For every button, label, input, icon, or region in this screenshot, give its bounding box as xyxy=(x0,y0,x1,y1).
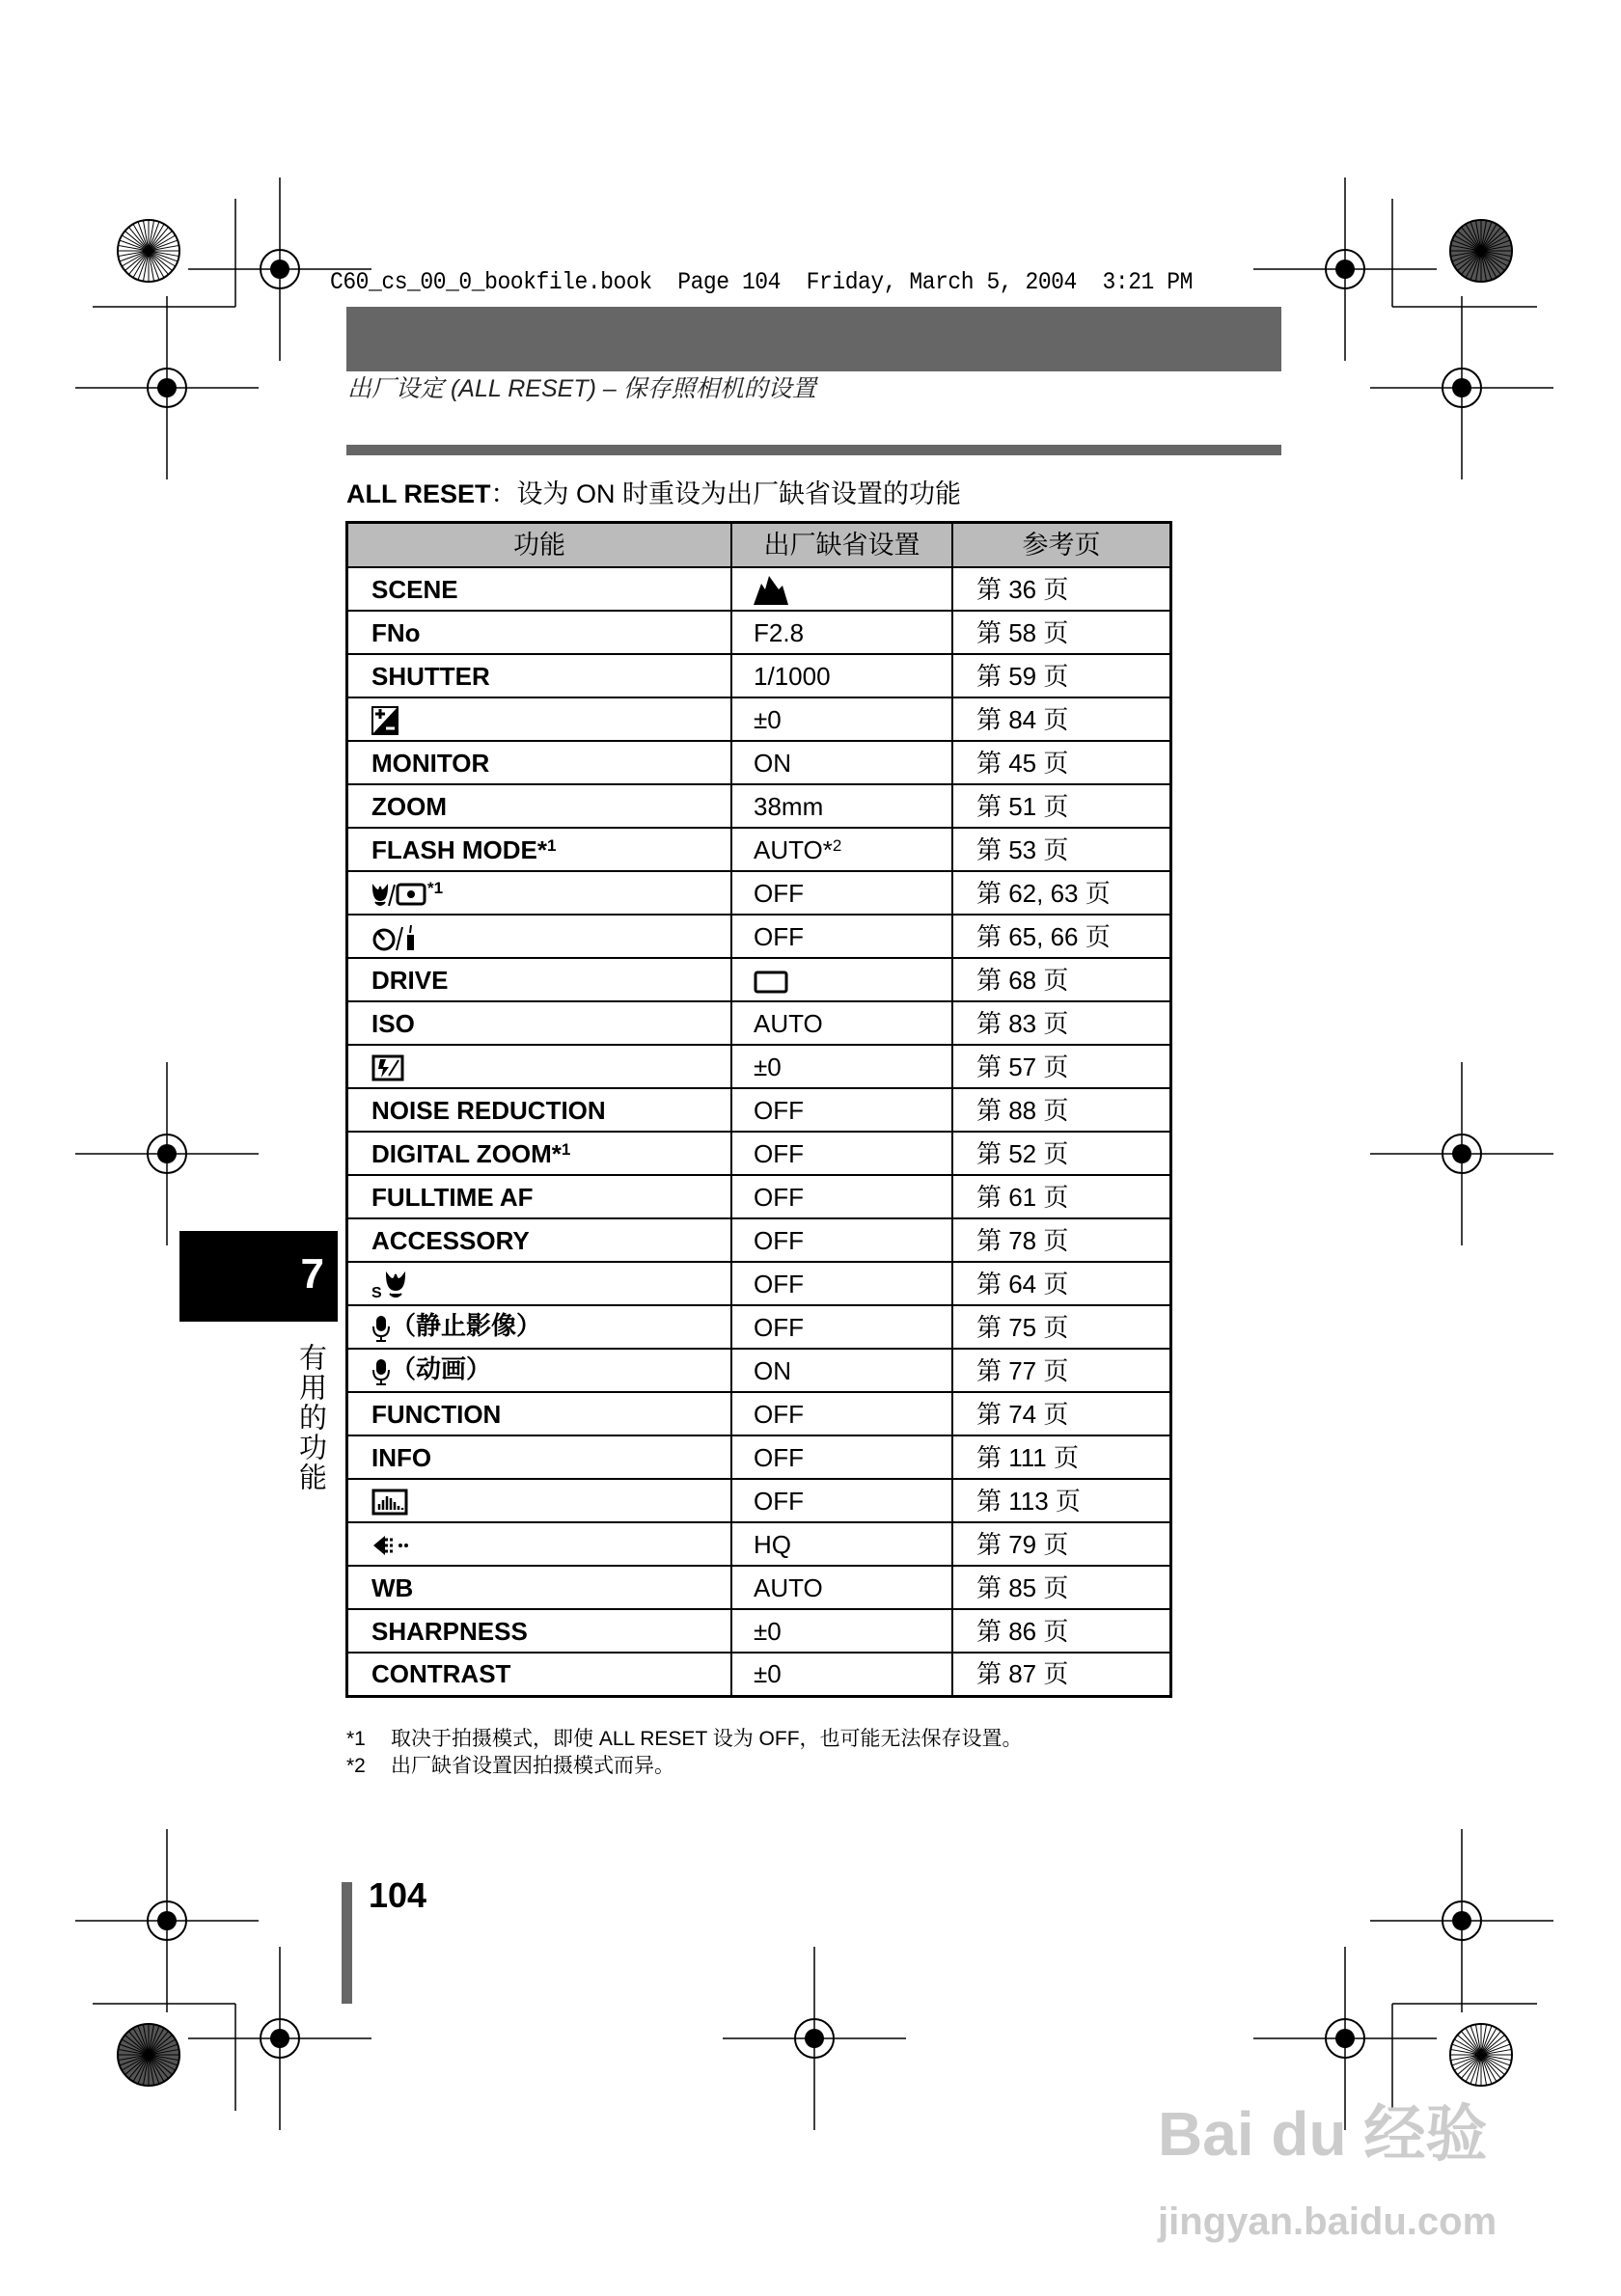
reference-page: 第 51 页 xyxy=(976,791,1069,821)
microphone-icon xyxy=(371,1314,391,1343)
reference-page-cell xyxy=(952,915,1171,958)
default-value: OFF xyxy=(754,1486,804,1516)
footnote-mark: *1 xyxy=(346,1728,366,1750)
reference-page: 第 45 页 xyxy=(976,748,1069,778)
table-row xyxy=(347,1218,1171,1262)
reference-page: 第 75 页 xyxy=(976,1312,1069,1342)
default-value-cell xyxy=(731,1392,952,1435)
function-label: SCENE xyxy=(371,574,458,604)
starburst-mark xyxy=(1450,220,1512,282)
reference-page: 第 62, 63 页 xyxy=(976,878,1111,908)
function-label: FULLTIME AF xyxy=(371,1182,534,1212)
reference-page-cell xyxy=(952,1132,1171,1175)
default-value-cell xyxy=(731,654,952,697)
default-value-cell xyxy=(731,828,952,871)
function-label: ACCESSORY xyxy=(371,1225,530,1255)
default-value: OFF xyxy=(754,1225,804,1255)
default-value-cell xyxy=(731,1435,952,1479)
reference-page-cell xyxy=(952,1088,1171,1132)
crosshair-mark xyxy=(75,1062,259,1245)
table-row xyxy=(347,697,1171,741)
default-value-cell xyxy=(731,697,952,741)
crosshair-mark xyxy=(1370,1062,1553,1245)
default-value: AUTO* xyxy=(754,834,833,864)
reference-page-cell xyxy=(952,1349,1171,1392)
reference-page-cell xyxy=(952,958,1171,1001)
table-row xyxy=(347,1349,1171,1392)
reference-page: 第 77 页 xyxy=(976,1355,1069,1385)
default-value-cell xyxy=(731,1088,952,1132)
image-quality-icon xyxy=(371,1532,410,1559)
crosshair-mark xyxy=(723,1947,906,2130)
reference-page: 第 52 页 xyxy=(976,1138,1069,1168)
function-cell xyxy=(347,1132,732,1175)
function-cell xyxy=(347,1262,732,1305)
default-value-cell xyxy=(731,1218,952,1262)
heading-rest: ：设为 ON 时重设为出厂缺省设置的功能 xyxy=(490,479,962,508)
footnote-ref: *1 xyxy=(427,878,444,897)
function-label: DRIVE xyxy=(371,965,449,995)
reference-page: 第 57 页 xyxy=(976,1052,1069,1081)
function-cell xyxy=(347,1045,732,1088)
reference-page-cell xyxy=(952,1566,1171,1609)
function-label: CONTRAST xyxy=(371,1659,511,1689)
table-row xyxy=(347,1305,1171,1349)
microphone-icon xyxy=(371,1357,391,1386)
function-cell xyxy=(347,1349,732,1392)
footnote-2 xyxy=(346,1754,674,1778)
table-row xyxy=(347,1609,1171,1653)
table-row xyxy=(347,915,1171,958)
table-row xyxy=(347,1566,1171,1609)
function-cell xyxy=(347,1175,732,1218)
col-header-default: 出厂缺省设置 xyxy=(731,523,952,568)
header-band xyxy=(346,307,1281,371)
table-row xyxy=(347,1522,1171,1566)
table-row xyxy=(347,784,1171,828)
reference-page-cell xyxy=(952,1609,1171,1653)
reference-page-cell xyxy=(952,1435,1171,1479)
function-cell xyxy=(347,1305,732,1349)
default-value: OFF xyxy=(754,1399,804,1429)
default-value: AUTO xyxy=(754,1008,823,1038)
reference-page-cell xyxy=(952,611,1171,654)
section-title: 出厂设定 (ALL RESET) – 保存照相机的设置 xyxy=(347,375,816,402)
reference-page: 第 79 页 xyxy=(976,1529,1069,1559)
default-value: ON xyxy=(754,748,791,778)
function-label: INFO xyxy=(371,1442,432,1472)
table-row xyxy=(347,1479,1171,1522)
reference-page: 第 64 页 xyxy=(976,1269,1069,1298)
function-label: DIGITAL ZOOM* xyxy=(371,1138,562,1168)
function-cell xyxy=(347,1566,732,1609)
selftimer-remote-icon xyxy=(371,923,420,952)
default-value-cell xyxy=(731,915,952,958)
table-row xyxy=(347,958,1171,1001)
footnote-ref: 1 xyxy=(561,1139,571,1159)
default-value: OFF xyxy=(754,878,804,908)
crosshair-mark xyxy=(1370,296,1553,479)
function-cell xyxy=(347,1479,732,1522)
reference-page: 第 113 页 xyxy=(976,1486,1081,1516)
landscape-icon xyxy=(754,576,788,605)
all-reset-table xyxy=(345,521,1172,1698)
footnote-ref: 1 xyxy=(547,835,557,855)
reference-page-cell xyxy=(952,828,1171,871)
default-value: ±0 xyxy=(754,1052,782,1081)
reference-page: 第 61 页 xyxy=(976,1182,1069,1212)
reference-page-cell xyxy=(952,1175,1171,1218)
footnote-text: 取决于拍摄模式，即使 ALL RESET 设为 OFF，也可能无法保存设置。 xyxy=(391,1728,1023,1750)
function-cell xyxy=(347,915,732,958)
default-value-cell xyxy=(731,1349,952,1392)
reference-page-cell xyxy=(952,871,1171,915)
reference-page-cell xyxy=(952,1305,1171,1349)
table-row xyxy=(347,871,1171,915)
reference-page: 第 53 页 xyxy=(976,834,1069,864)
default-value: OFF xyxy=(754,1312,804,1342)
footnote-text: 出厂缺省设置因拍摄模式而异。 xyxy=(391,1755,674,1777)
default-value-cell xyxy=(731,1045,952,1088)
reference-page: 第 74 页 xyxy=(976,1399,1069,1429)
function-cell xyxy=(347,1392,732,1435)
function-cell xyxy=(347,1218,732,1262)
svg-text:S: S xyxy=(371,1284,382,1299)
reference-page: 第 85 页 xyxy=(976,1572,1069,1602)
crosshair-mark xyxy=(75,296,259,479)
reference-page: 第 84 页 xyxy=(976,704,1069,734)
function-cell xyxy=(347,654,732,697)
default-value-cell xyxy=(731,611,952,654)
footnote-mark: *2 xyxy=(346,1755,366,1777)
macro-spot-icon xyxy=(371,881,427,908)
table-row xyxy=(347,1653,1171,1696)
reference-page: 第 87 页 xyxy=(976,1659,1069,1689)
function-label: FLASH MODE* xyxy=(371,834,547,864)
default-value: OFF xyxy=(754,1442,804,1472)
table-row xyxy=(347,567,1171,611)
divider-bar xyxy=(346,445,1281,455)
function-cell xyxy=(347,828,732,871)
col-header-page: 参考页 xyxy=(952,523,1171,568)
default-value-cell xyxy=(731,1305,952,1349)
function-cell xyxy=(347,871,732,915)
exposure-compensation-icon xyxy=(371,706,398,735)
function-cell xyxy=(347,741,732,784)
footnote-ref: 2 xyxy=(832,835,842,855)
function-label: ZOOM xyxy=(371,791,447,821)
reference-page-cell xyxy=(952,784,1171,828)
reference-page: 第 83 页 xyxy=(976,1008,1069,1038)
default-value-cell xyxy=(731,1522,952,1566)
function-cell xyxy=(347,1522,732,1566)
function-cell xyxy=(347,1435,732,1479)
function-cell xyxy=(347,1609,732,1653)
reference-page-cell xyxy=(952,1653,1171,1696)
table-row xyxy=(347,1132,1171,1175)
table-row xyxy=(347,611,1171,654)
reference-page-cell xyxy=(952,1262,1171,1305)
default-value-cell xyxy=(731,871,952,915)
table-row xyxy=(347,1175,1171,1218)
single-frame-icon xyxy=(754,970,788,994)
table-row xyxy=(347,1001,1171,1045)
default-value: ±0 xyxy=(754,1616,782,1646)
reference-page-cell xyxy=(952,1001,1171,1045)
default-value: F2.8 xyxy=(754,617,805,647)
table-row xyxy=(347,654,1171,697)
page-number-bar xyxy=(342,1882,352,2004)
reference-page-cell xyxy=(952,697,1171,741)
table-heading xyxy=(346,478,961,509)
function-cell xyxy=(347,1088,732,1132)
col-header-function: 功能 xyxy=(347,523,732,568)
default-value: 38mm xyxy=(754,791,824,821)
default-value-cell xyxy=(731,1479,952,1522)
default-value-cell xyxy=(731,1001,952,1045)
table-row xyxy=(347,828,1171,871)
default-value: AUTO xyxy=(754,1572,823,1602)
reference-page-cell xyxy=(952,654,1171,697)
reference-page: 第 88 页 xyxy=(976,1095,1069,1125)
default-value-cell xyxy=(731,1132,952,1175)
table-row xyxy=(347,1435,1171,1479)
function-label: （静止影像） xyxy=(391,1311,542,1341)
table-row xyxy=(347,1088,1171,1132)
default-value-cell xyxy=(731,741,952,784)
default-value: ON xyxy=(754,1355,791,1385)
crosshair-mark xyxy=(1370,1829,1553,2012)
function-label: NOISE REDUCTION xyxy=(371,1095,606,1125)
starburst-mark xyxy=(118,220,179,282)
default-value-cell xyxy=(731,1175,952,1218)
table-row xyxy=(347,1392,1171,1435)
function-cell xyxy=(347,567,732,611)
function-label: WB xyxy=(371,1572,414,1602)
reference-page-cell xyxy=(952,1218,1171,1262)
flash-intensity-icon xyxy=(371,1054,404,1081)
default-value-cell xyxy=(731,1609,952,1653)
reference-page: 第 36 页 xyxy=(976,574,1069,604)
chapter-number: 7 xyxy=(300,1250,324,1298)
chapter-title: 有用的功能 xyxy=(295,1343,326,1492)
default-value: ±0 xyxy=(754,704,782,734)
default-value: OFF xyxy=(754,1182,804,1212)
starburst-mark xyxy=(118,2024,179,2086)
function-label: FNo xyxy=(371,617,421,647)
function-label: SHARPNESS xyxy=(371,1616,528,1646)
default-value: 1/1000 xyxy=(754,661,831,691)
function-cell xyxy=(347,697,732,741)
heading-bold: ALL RESET xyxy=(346,479,491,508)
function-label: SHUTTER xyxy=(371,661,490,691)
reference-page: 第 65, 66 页 xyxy=(976,921,1111,951)
crosshair-mark xyxy=(75,1829,259,2012)
reference-page: 第 111 页 xyxy=(976,1442,1079,1472)
default-value-cell xyxy=(731,1653,952,1696)
reference-page-cell xyxy=(952,1045,1171,1088)
function-label: FUNCTION xyxy=(371,1399,502,1429)
default-value-cell xyxy=(731,784,952,828)
default-value: HQ xyxy=(754,1529,791,1559)
function-cell xyxy=(347,958,732,1001)
table-row xyxy=(347,1045,1171,1088)
watermark-url: jingyan.baidu.com xyxy=(1158,2200,1497,2243)
default-value: OFF xyxy=(754,1269,804,1298)
function-label: MONITOR xyxy=(371,748,490,778)
reference-page: 第 86 页 xyxy=(976,1616,1069,1646)
super-macro-icon xyxy=(371,1271,410,1299)
function-cell xyxy=(347,784,732,828)
default-value: ±0 xyxy=(754,1659,782,1689)
function-cell xyxy=(347,1001,732,1045)
reference-page-cell xyxy=(952,1479,1171,1522)
default-value: OFF xyxy=(754,1095,804,1125)
reference-page-cell xyxy=(952,741,1171,784)
chapter-tab xyxy=(179,1231,338,1322)
reference-page-cell xyxy=(952,567,1171,611)
default-value: OFF xyxy=(754,1138,804,1168)
default-value-cell xyxy=(731,958,952,1001)
function-label: （动画） xyxy=(391,1354,492,1384)
reference-page-cell xyxy=(952,1392,1171,1435)
histogram-icon xyxy=(371,1489,408,1516)
table-row xyxy=(347,1262,1171,1305)
reference-page: 第 59 页 xyxy=(976,661,1069,691)
print-header: C60_cs_00_0_bookfile.book Page 104 Friday, March 5, 2004 3:21 PM xyxy=(330,268,1193,296)
footnote-1 xyxy=(346,1727,1023,1751)
starburst-mark xyxy=(1450,2024,1512,2086)
reference-page: 第 68 页 xyxy=(976,965,1069,995)
watermark-logo: Bai du 经验 xyxy=(1158,2099,1488,2169)
function-cell xyxy=(347,611,732,654)
default-value-cell xyxy=(731,567,952,611)
reference-page: 第 78 页 xyxy=(976,1225,1069,1255)
table-row xyxy=(347,741,1171,784)
default-value: OFF xyxy=(754,921,804,951)
reference-page-cell xyxy=(952,1522,1171,1566)
function-label: ISO xyxy=(371,1008,415,1038)
page-number: 104 xyxy=(369,1875,427,1915)
default-value-cell xyxy=(731,1262,952,1305)
default-value-cell xyxy=(731,1566,952,1609)
reference-page: 第 58 页 xyxy=(976,617,1069,647)
function-cell xyxy=(347,1653,732,1696)
